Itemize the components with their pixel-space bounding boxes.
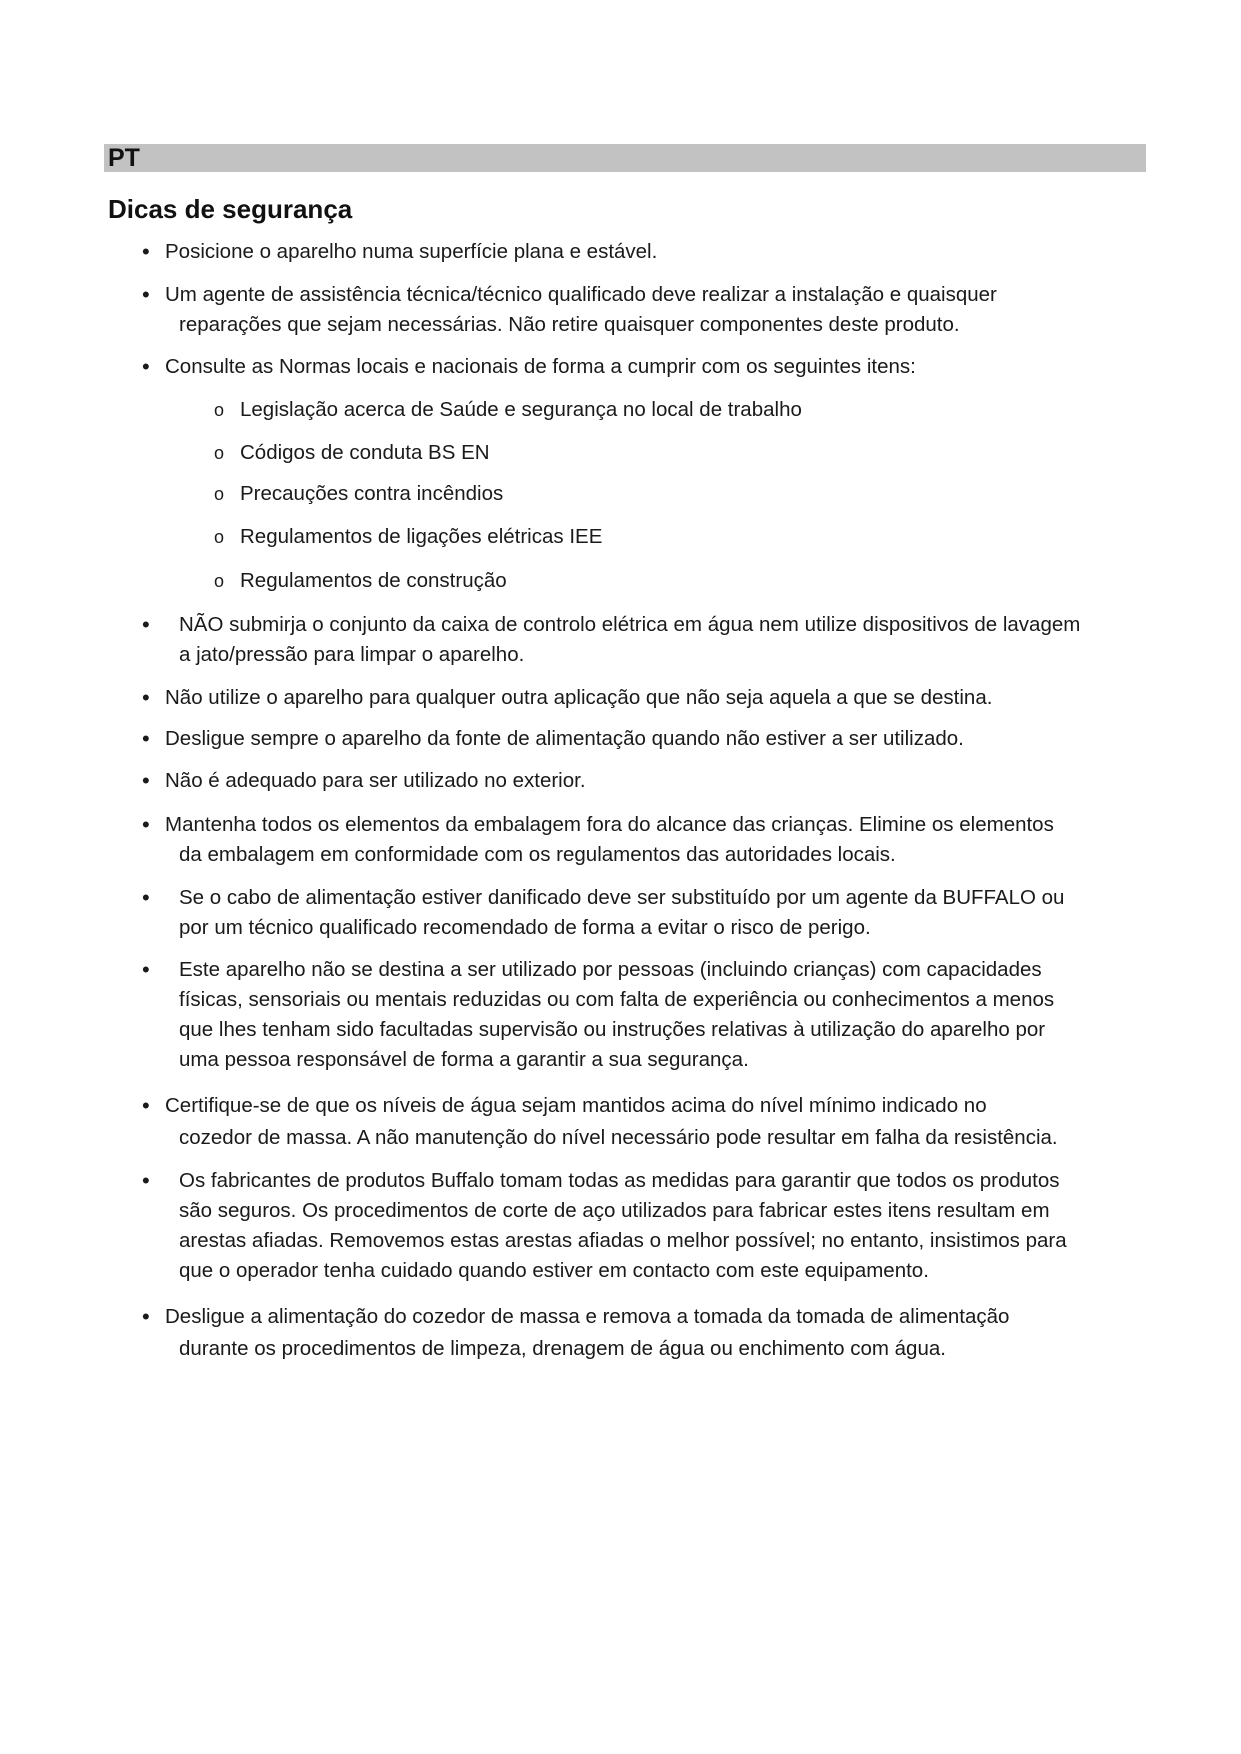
list-item-text-continued: uma pessoa responsável de forma a garantir a sua segurança. (179, 1048, 749, 1071)
bullet-icon: • (142, 354, 150, 379)
list-item-text: Se o cabo de alimentação estiver danificado deve ser substituído por um agente da BUFFALO ou (179, 886, 1065, 909)
sub-list-item-text: Regulamentos de ligações elétricas IEE (240, 525, 603, 548)
list-item-text: Um agente de assistência técnica/técnico qualificado deve realizar a instalação e quaisquer (165, 283, 997, 306)
list-item-text-continued: durante os procedimentos de limpeza, drenagem de água ou enchimento com água. (179, 1337, 946, 1360)
list-item-text: Posicione o aparelho numa superfície plana e estável. (165, 240, 658, 263)
list-item-text: Desligue sempre o aparelho da fonte de alimentação quando não estiver a ser utilizado. (165, 727, 964, 750)
sub-bullet-icon: o (214, 571, 225, 591)
list-item-text: Desligue a alimentação do cozedor de massa e remova a tomada da tomada de alimentação (165, 1305, 1010, 1328)
list-item-text-continued: físicas, sensoriais ou mentais reduzidas ou com falta de experiência ou conhecimentos a menos (179, 988, 1055, 1011)
bullet-icon: • (142, 1304, 150, 1329)
list-item-text-continued: que lhes tenham sido facultadas supervisão ou instruções relativas à utilização do aparelho por (179, 1018, 1046, 1041)
list-item-text: Os fabricantes de produtos Buffalo tomam todas as medidas para garantir que todos os produtos (179, 1169, 1060, 1192)
bullet-icon: • (142, 812, 150, 837)
list-item-text-continued: reparações que sejam necessárias. Não retire quaisquer componentes deste produto. (179, 313, 960, 336)
bullet-icon: • (142, 726, 150, 751)
list-item-text: Não utilize o aparelho para qualquer outra aplicação que não seja aquela a que se destina. (165, 686, 993, 709)
sub-bullet-icon: o (214, 527, 225, 547)
sub-bullet-icon: o (214, 443, 225, 463)
bullet-icon: • (142, 957, 150, 982)
bullet-icon: • (142, 885, 150, 910)
language-bar (104, 144, 1146, 172)
list-item-text-continued: arestas afiadas. Removemos estas arestas afiadas o melhor possível; no entanto, insistimos para (179, 1229, 1067, 1252)
list-item-text-continued: por um técnico qualificado recomendado de forma a evitar o risco de perigo. (179, 916, 871, 939)
list-item-text: Este aparelho não se destina a ser utilizado por pessoas (incluindo crianças) com capacidades (179, 958, 1042, 981)
bullet-icon: • (142, 685, 150, 710)
bullet-icon: • (142, 1168, 150, 1193)
sub-list-item-text: Códigos de conduta BS EN (240, 441, 490, 464)
bullet-icon: • (142, 612, 150, 637)
bullet-icon: • (142, 768, 150, 793)
sub-list-item-text: Regulamentos de construção (240, 569, 507, 592)
list-item-text-continued: cozedor de massa. A não manutenção do nível necessário pode resultar em falha da resistência. (179, 1126, 1058, 1149)
bullet-icon: • (142, 282, 150, 307)
list-item-text: Mantenha todos os elementos da embalagem fora do alcance das crianças. Elimine os elementos (165, 813, 1054, 836)
list-item-text-continued: são seguros. Os procedimentos de corte de aço utilizados para fabricar estes itens resultam em (179, 1199, 1050, 1222)
list-item-text: Não é adequado para ser utilizado no exterior. (165, 769, 586, 792)
language-code: PT (108, 144, 140, 172)
list-item-text-continued: a jato/pressão para limpar o aparelho. (179, 643, 525, 666)
sub-list-item-text: Legislação acerca de Saúde e segurança no local de trabalho (240, 398, 802, 421)
sub-list-item-text: Precauções contra incêndios (240, 482, 504, 505)
list-item-text: NÃO submirja o conjunto da caixa de controlo elétrica em água nem utilize dispositivos de lavagem (179, 613, 1081, 636)
list-item-text: Consulte as Normas locais e nacionais de forma a cumprir com os seguintes itens: (165, 355, 916, 378)
sub-bullet-icon: o (214, 400, 225, 420)
bullet-icon: • (142, 239, 150, 264)
list-item-text: Certifique-se de que os níveis de água sejam mantidos acima do nível mínimo indicado no (165, 1094, 987, 1117)
section-heading: Dicas de segurança (108, 194, 353, 224)
list-item-text-continued: que o operador tenha cuidado quando estiver em contacto com este equipamento. (179, 1259, 929, 1282)
list-item-text-continued: da embalagem em conformidade com os regulamentos das autoridades locais. (179, 843, 896, 866)
bullet-icon: • (142, 1093, 150, 1118)
sub-bullet-icon: o (214, 484, 225, 504)
